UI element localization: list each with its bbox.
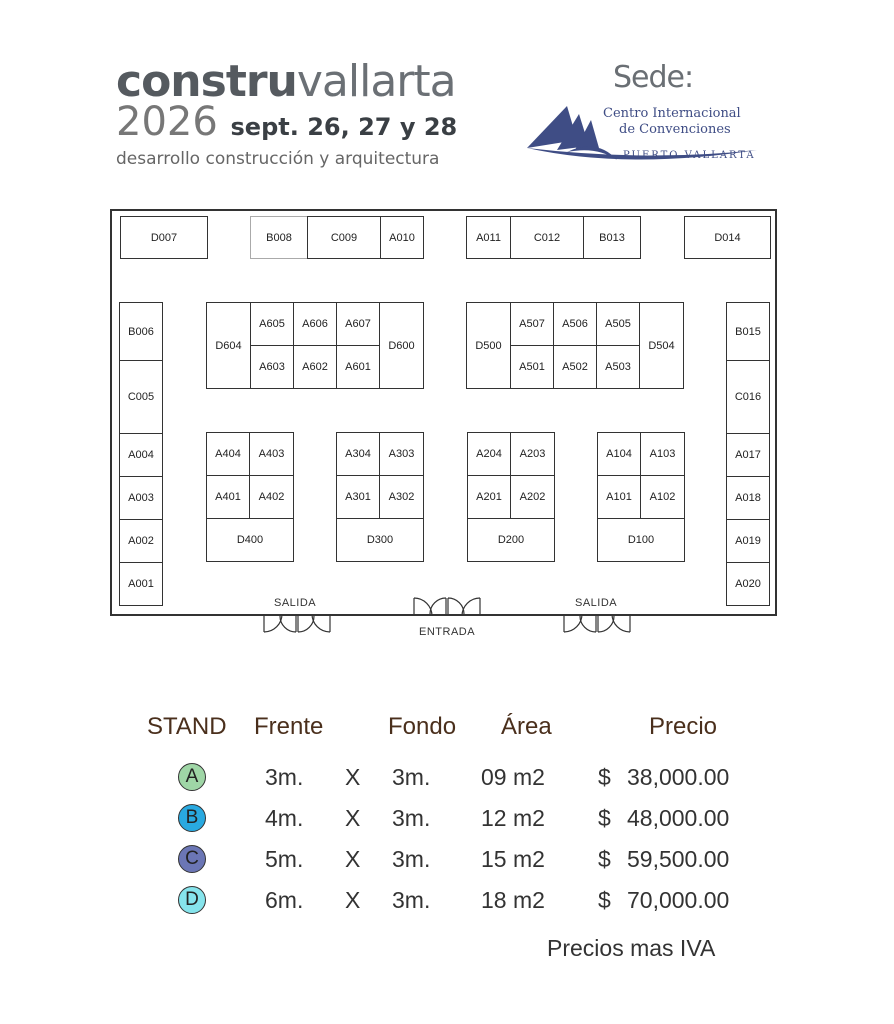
stand-A001[interactable]: A001 [119, 562, 163, 606]
stand-A020[interactable]: A020 [726, 562, 770, 606]
stand-B015[interactable]: B015 [726, 302, 770, 361]
row-d-frente: 6m. [265, 887, 304, 913]
stand-type-badge-b: B [178, 804, 206, 832]
row-b-price: 48,000.00 [627, 805, 730, 831]
stand-A401[interactable]: A401 [206, 475, 250, 519]
row-c-frente: 5m. [265, 846, 304, 872]
stand-A404[interactable]: A404 [206, 432, 250, 476]
row-a-frente: 3m. [265, 764, 304, 790]
stand-A303[interactable]: A303 [379, 432, 424, 476]
venue-name-line2: de Convenciones [619, 122, 731, 137]
stand-A302[interactable]: A302 [379, 475, 424, 519]
stand-A010[interactable]: A010 [380, 216, 424, 259]
exit-left-label: SALIDA [274, 597, 317, 609]
row-d-x: X [345, 887, 361, 913]
row-d-area: 18 m2 [481, 887, 545, 913]
stand-A301[interactable]: A301 [336, 475, 380, 519]
stand-C016[interactable]: C016 [726, 360, 770, 434]
stand-B006[interactable]: B006 [119, 302, 163, 361]
header-stand: STAND [147, 713, 227, 740]
row-a-area: 09 m2 [481, 764, 545, 790]
row-a-price: 38,000.00 [627, 764, 730, 790]
row-c-area: 15 m2 [481, 846, 545, 872]
event-tagline: desarrollo construcción y arquitectura [116, 149, 440, 169]
row-c-currency: $ [598, 846, 611, 872]
stand-C005[interactable]: C005 [119, 360, 163, 434]
header-precio: Precio [649, 713, 718, 740]
entrance-label: ENTRADA [419, 626, 476, 638]
exit-left-doors-icon [262, 612, 332, 634]
stand-D400[interactable]: D400 [206, 518, 294, 562]
stand-A501[interactable]: A501 [510, 345, 554, 389]
row-c-x: X [345, 846, 361, 872]
stand-type-badge-d: D [178, 886, 206, 914]
stand-A017[interactable]: A017 [726, 433, 770, 477]
stand-A002[interactable]: A002 [119, 519, 163, 563]
row-b-frente: 4m. [265, 805, 304, 831]
header-fondo: Fondo [388, 713, 457, 740]
row-d-price: 70,000.00 [627, 887, 730, 913]
stand-A506[interactable]: A506 [553, 302, 597, 346]
stand-A605[interactable]: A605 [250, 302, 294, 346]
header-frente: Frente [254, 713, 324, 740]
venue-logo [527, 60, 767, 170]
stand-A101[interactable]: A101 [597, 475, 641, 519]
stand-D100[interactable]: D100 [597, 518, 685, 562]
exit-right-label: SALIDA [575, 597, 618, 609]
stand-A003[interactable]: A003 [119, 476, 163, 520]
venue-city: PUERTO VALLARTA [623, 150, 756, 161]
entrance-doors-icon [412, 596, 482, 618]
stand-A004[interactable]: A004 [119, 433, 163, 477]
stand-D504[interactable]: D504 [639, 302, 684, 389]
event-year-dates [116, 99, 458, 147]
row-a-currency: $ [598, 764, 611, 790]
stand-D604[interactable]: D604 [206, 302, 251, 389]
row-b-area: 12 m2 [481, 805, 545, 831]
floor-plan [110, 209, 777, 616]
exit-right-doors-icon [562, 612, 632, 634]
stand-D200[interactable]: D200 [467, 518, 555, 562]
stand-D300[interactable]: D300 [336, 518, 424, 562]
stand-D600[interactable]: D600 [379, 302, 424, 389]
brand-bold: constru [116, 56, 297, 107]
stand-C009[interactable]: C009 [307, 216, 381, 259]
stand-A606[interactable]: A606 [293, 302, 337, 346]
stand-C012[interactable]: C012 [510, 216, 584, 259]
stand-D014[interactable]: D014 [684, 216, 771, 259]
row-c-fondo: 3m. [392, 846, 431, 872]
stand-A304[interactable]: A304 [336, 432, 380, 476]
stand-A103[interactable]: A103 [640, 432, 685, 476]
venue-name-line1: Centro Internacional [603, 106, 741, 121]
event-title [116, 56, 457, 107]
stand-A607[interactable]: A607 [336, 302, 380, 346]
stand-D500[interactable]: D500 [466, 302, 511, 389]
event-year: 2026 [116, 99, 218, 145]
stand-A505[interactable]: A505 [596, 302, 640, 346]
stand-A601[interactable]: A601 [336, 345, 380, 389]
sede-label: Sede: [613, 60, 694, 95]
stand-A011[interactable]: A011 [466, 216, 511, 259]
stand-type-badge-a: A [178, 763, 206, 791]
stand-A402[interactable]: A402 [249, 475, 294, 519]
stand-A102[interactable]: A102 [640, 475, 685, 519]
stand-D007[interactable]: D007 [120, 216, 208, 259]
stand-A203[interactable]: A203 [510, 432, 555, 476]
stand-type-badge-c: C [178, 845, 206, 873]
event-dates: sept. 26, 27 y 28 [230, 113, 458, 141]
stand-A603[interactable]: A603 [250, 345, 294, 389]
stand-A202[interactable]: A202 [510, 475, 555, 519]
header-area: Área [501, 713, 552, 740]
stand-A503[interactable]: A503 [596, 345, 640, 389]
stand-A019[interactable]: A019 [726, 519, 770, 563]
stand-A507[interactable]: A507 [510, 302, 554, 346]
price-note: Precios mas IVA [547, 935, 716, 961]
row-d-currency: $ [598, 887, 611, 913]
stand-A204[interactable]: A204 [467, 432, 511, 476]
stand-A602[interactable]: A602 [293, 345, 337, 389]
stand-A104[interactable]: A104 [597, 432, 641, 476]
row-d-fondo: 3m. [392, 887, 431, 913]
brand-light: vallarta [296, 56, 456, 107]
stand-B013[interactable]: B013 [583, 216, 641, 259]
row-b-fondo: 3m. [392, 805, 431, 831]
stand-B008[interactable]: B008 [250, 216, 308, 259]
row-a-fondo: 3m. [392, 764, 431, 790]
event-brand [116, 56, 458, 169]
row-a-x: X [345, 764, 361, 790]
stand-A403[interactable]: A403 [249, 432, 294, 476]
stand-A502[interactable]: A502 [553, 345, 597, 389]
row-c-price: 59,500.00 [627, 846, 730, 872]
stand-A201[interactable]: A201 [467, 475, 511, 519]
stand-A018[interactable]: A018 [726, 476, 770, 520]
row-b-x: X [345, 805, 361, 831]
row-b-currency: $ [598, 805, 611, 831]
